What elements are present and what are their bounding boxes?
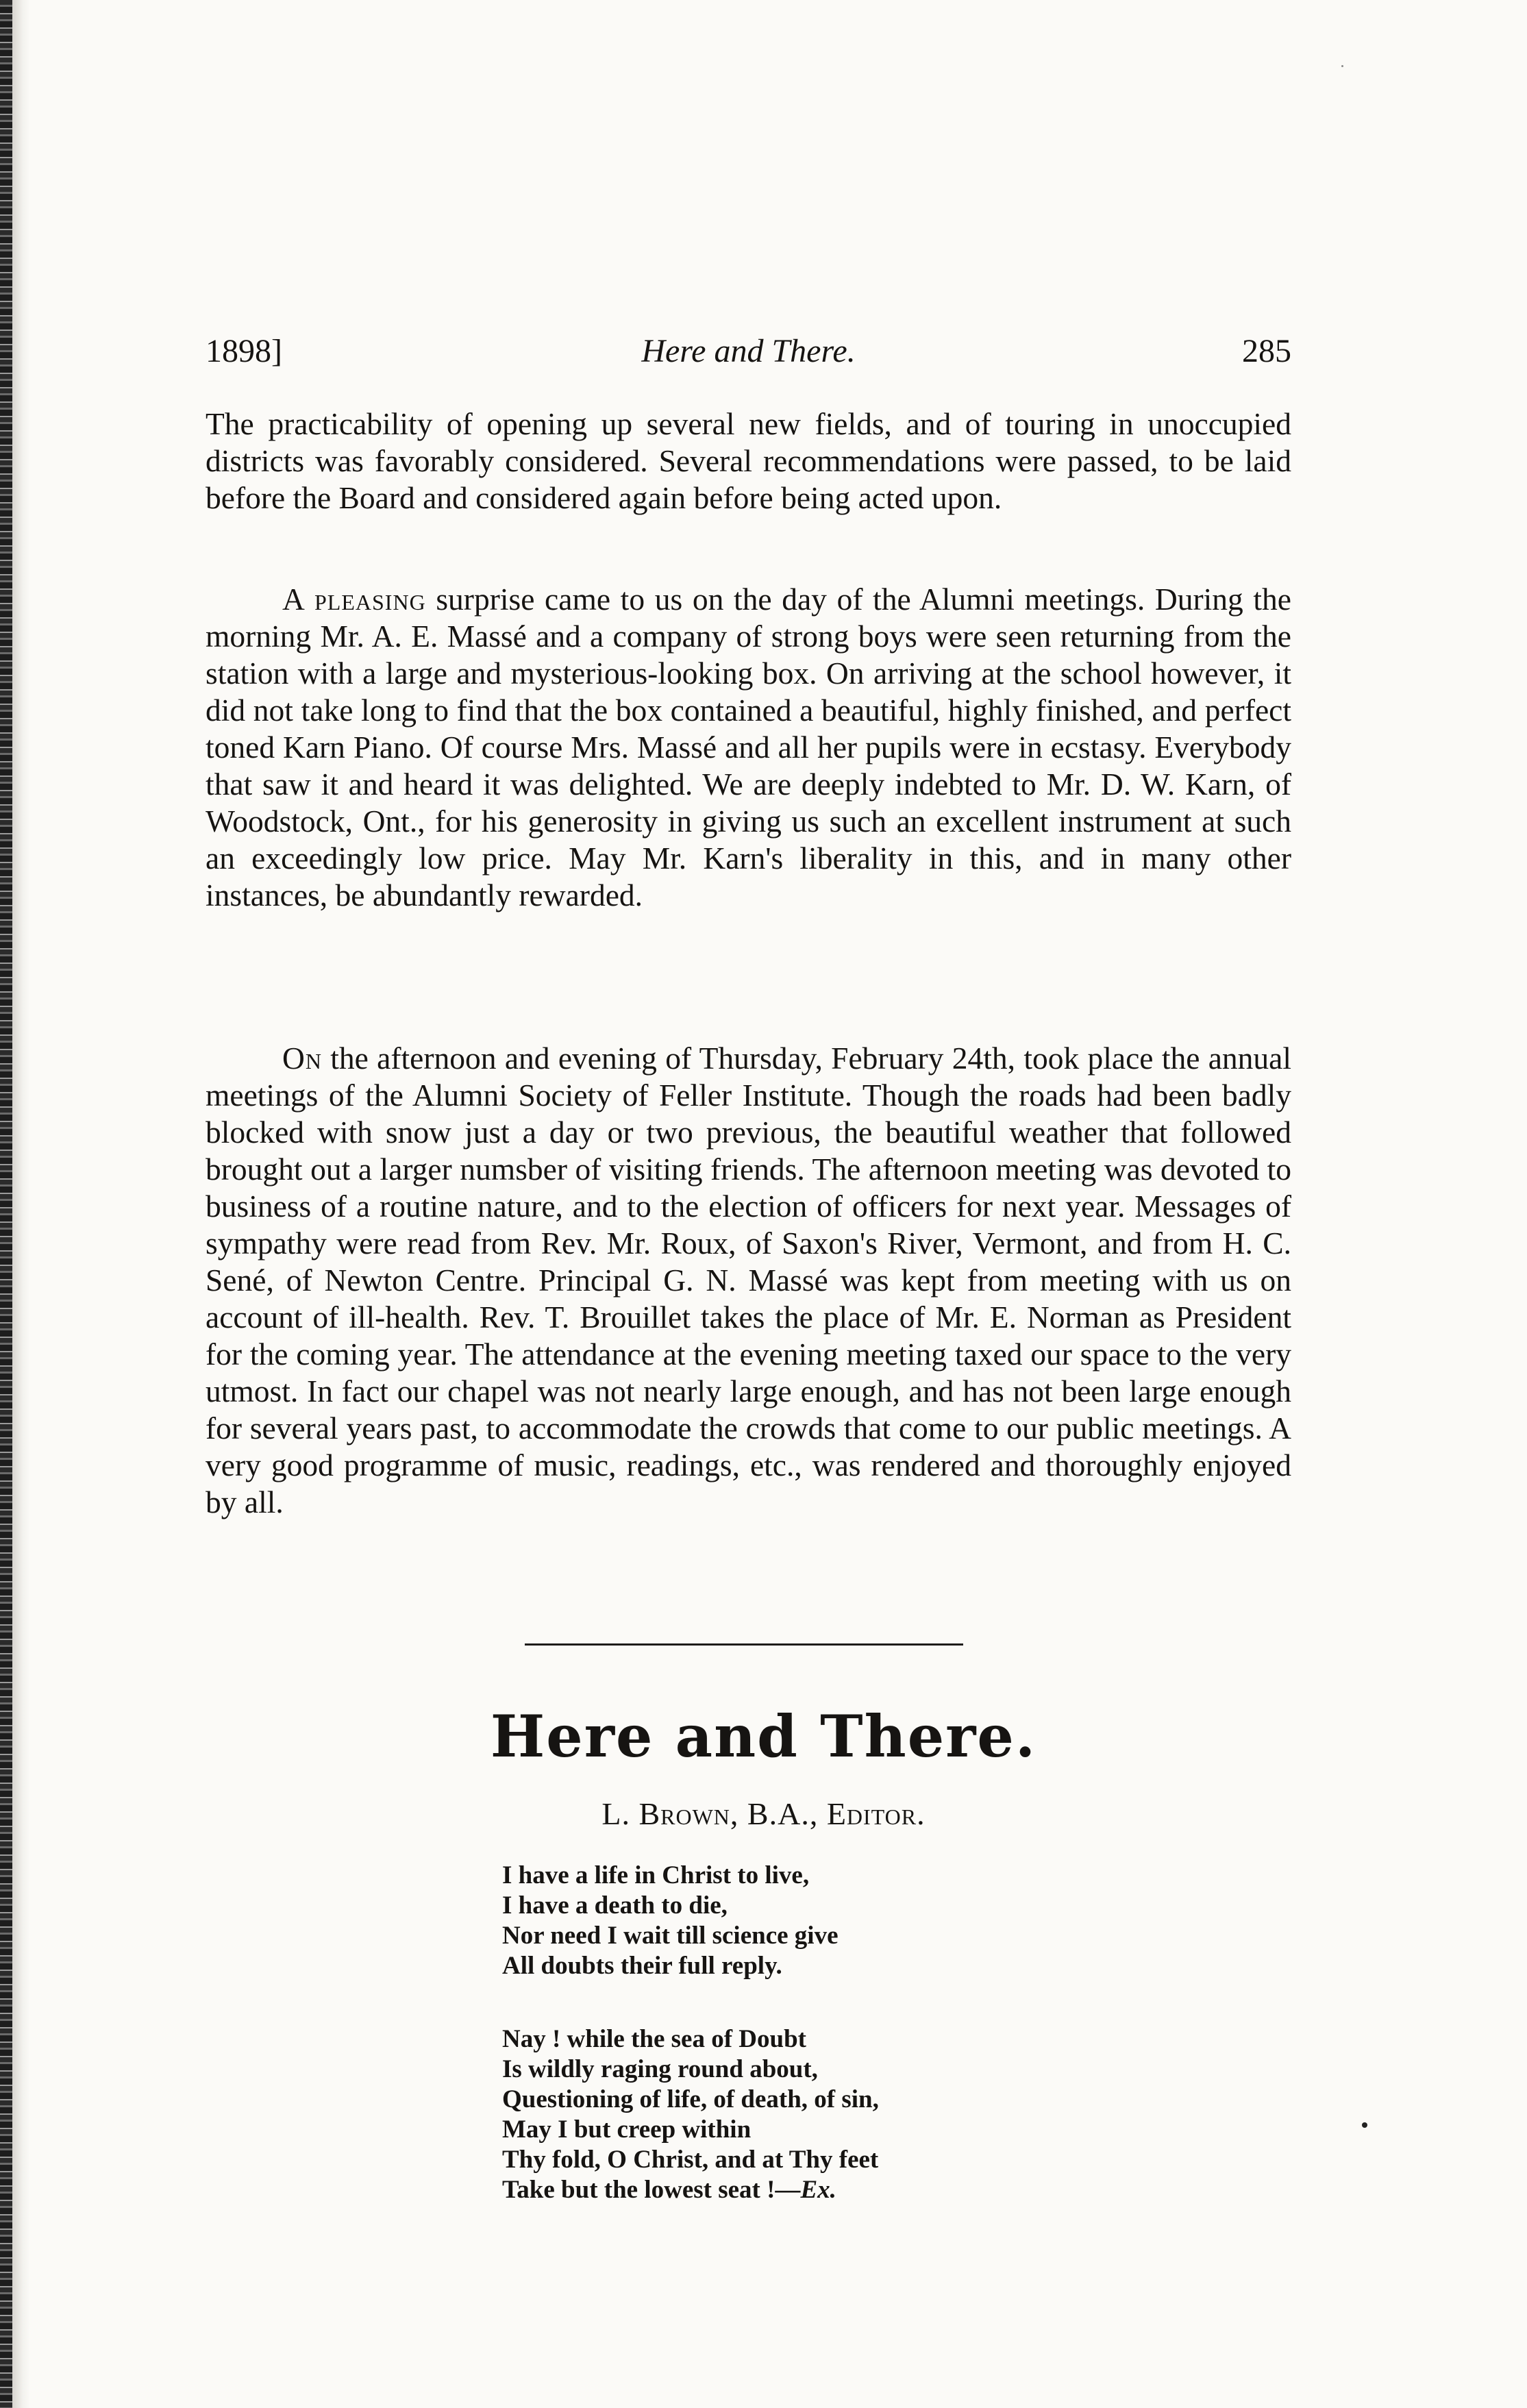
poem-line: Questioning of life, of death, of sin, (502, 2085, 879, 2113)
paragraph-text: The practicability of opening up several new fields, and of touring in unoccupied districts was favorably considered. Several recommendations were passed, to be laid before the Board and considered again before being acted upon. (206, 406, 1291, 515)
editor-line: L. Brown, B.A., Editor. (601, 1796, 926, 1831)
section-title: Here and There. (490, 1702, 1037, 1770)
poem-line: Thy fold, O Christ, and at Thy feet (502, 2146, 879, 2174)
poem-line: I have a life in Christ to live, (502, 1861, 810, 1889)
section-divider (525, 1643, 963, 1646)
paragraph-fields (206, 406, 1291, 517)
poem-line: Nor need I wait till science give (502, 1922, 839, 1950)
paragraph-lead: A pleasing (282, 582, 426, 617)
header-year: 1898] (206, 333, 282, 369)
paragraph-lead: On (282, 1041, 322, 1076)
header-title: Here and There. (641, 333, 856, 369)
book-binding-edge (0, 0, 12, 2408)
poem-last-line: Take but the lowest seat !—Ex. (502, 2176, 836, 2204)
poem-line: May I but creep within (502, 2115, 752, 2144)
poem-stanza-2 (502, 2024, 1119, 2205)
paper-speck (1341, 65, 1343, 67)
poem-stanza-1 (502, 1861, 1119, 1981)
poem-line: Is wildly raging round about, (502, 2055, 818, 2083)
paragraph-piano (206, 581, 1291, 914)
page-number: 285 (1242, 333, 1291, 369)
poem-source: Ex. (800, 2176, 836, 2204)
ink-speck (1362, 2122, 1367, 2128)
poem-line: All doubts their full reply. (502, 1952, 782, 1980)
poem-line: Nay ! while the sea of Doubt (502, 2025, 806, 2053)
poem-line: I have a death to die, (502, 1891, 728, 1920)
paragraph-text: surprise came to us on the day of the Alumni meetings. During the morning Mr. A. E. Massé and a company of strong boys were seen returning from the station with a large and mysterious-looking box. On arriving at the school however, it did not take long to find that the box contained a beautiful, highly finished, and perfect toned Karn Piano. Of course Mrs. Massé and all her pupils were in ecstasy. Everybody that saw it and heard it was delighted. We are deeply indebted to Mr. D. W. Karn, of Woodstock, Ont., for his generosity in giving us such an excellent instrument at such an exceedingly low price. May Mr. Karn's liberality in this, and in many other instances, be abundantly rewarded. (206, 582, 1291, 913)
paragraph-alumni-meetings (206, 1040, 1291, 1521)
running-header (206, 327, 1291, 375)
gutter-shadow (12, 0, 30, 2408)
paragraph-text: the afternoon and evening of Thursday, February 24th, took place the annual meetings of the Alumni Society of Feller Institute. Though the roads had been badly blocked with snow just a day or two previous, the beautiful weather that followed brought out a larger numsber of visiting friends. The afternoon meeting was devoted to business of a routine nature, and to the election of officers for next year. Messages of sympathy were read from Rev. Mr. Roux, of Saxon's River, Vermont, and from H. C. Sené, of Newton Centre. Principal G. N. Massé was kept from meeting with us on account of ill-health. Rev. T. Brouillet takes the place of Mr. E. Norman as President for the coming year. The attendance at the evening meeting taxed our space to the very utmost. In fact our chapel was not nearly large enough, and has not been large enough for several years past, to accommodate the crowds that come to our public meetings. A very good programme of music, readings, etc., was rendered and thoroughly enjoyed by all. (206, 1041, 1291, 1519)
